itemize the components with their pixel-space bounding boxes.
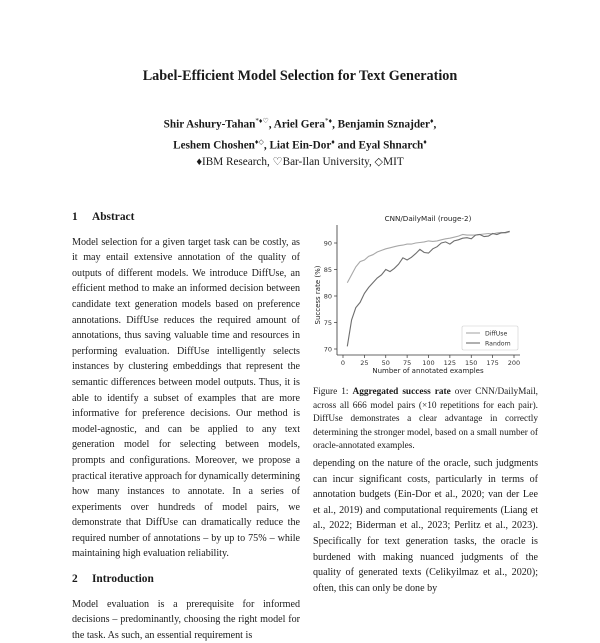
affiliations: ♦IBM Research, ♡Bar-Ilan University, ◇MIT	[196, 156, 404, 169]
x-tick-label: 50	[381, 359, 390, 367]
section-number: 1	[72, 211, 78, 223]
author-name: Ariel Gera	[273, 118, 325, 131]
legend-label: DiffUse	[485, 330, 508, 338]
author-marks: ♦	[331, 137, 335, 146]
y-axis-label: Success rate (%)	[314, 265, 322, 325]
author-name: Benjamin Sznajder	[337, 118, 430, 131]
abstract-text: Model selection for a given target task can be costly, as it may entail extensive annotation of the quality of outputs of different models. We introduce DiffUse, an efficient method to make an informed decision between candidate text generation models based on preference annotations. DiffUse reduces the required amount of annotations, thus saving valuable time and resources in performing evaluation. DiffUse intelligently selects instances by clustering embeddings that represent the semantic differences between model outputs. Thus, it is able to identify a subset of examples that are more informative for preference decisions. Our method is model-agnostic, and can be applied to any text generation model for selecting between models, prompts and configurations. Moreover, we propose a practical iterative approach for dynamically determining how many instances to annotate. In a series of experiments over hundreds of model pairs, we demonstrate that DiffUse can dramatically reduce the required number of annotations – by up to 75% – while maintaining high evaluation reliability.	[72, 236, 300, 560]
x-tick-label: 125	[443, 359, 457, 367]
author-marks: ♦	[423, 137, 427, 146]
left-column	[72, 210, 300, 643]
figure-caption	[313, 386, 538, 454]
series-line-diffuse	[347, 232, 509, 283]
introduction-heading	[72, 572, 300, 588]
author-marks: *♦♡	[255, 117, 269, 125]
chart-legend	[462, 326, 518, 350]
figure-label: Figure 1:	[313, 387, 349, 397]
introduction-text: Model evaluation is a prerequisite for informed decisions – predominantly, choosing the right model for the task. As such, an essential requirement is	[72, 598, 300, 641]
y-tick-label: 70	[323, 345, 332, 354]
author-marks: ♦	[429, 117, 434, 125]
figure-1-chart	[300, 210, 540, 382]
chart-title: CNN/DailyMail (rouge-2)	[384, 214, 472, 223]
author-name: Leshem Choshen	[173, 139, 255, 152]
x-tick-label: 100	[422, 359, 435, 367]
author-line-2: Leshem Choshen♦◇, Liat Ein-Dor♦ and Eyal Shnarch♦	[173, 137, 427, 152]
x-tick-label: 175	[486, 359, 499, 367]
author-name: Shir Ashury-Tahan	[163, 118, 256, 131]
x-tick-label: 0	[340, 359, 346, 367]
figure-caption-bold: Aggregated success rate	[352, 387, 451, 397]
section-title: Introduction	[92, 573, 154, 586]
abstract-heading	[72, 210, 300, 226]
x-tick-label: 150	[465, 359, 478, 367]
x-tick-label: 75	[402, 359, 412, 367]
y-tick-label: 90	[323, 239, 332, 248]
right-column	[313, 456, 538, 596]
x-axis-label: Number of annotated examples	[372, 367, 484, 375]
y-tick-label: 80	[323, 292, 332, 301]
figure-caption-text: over CNN/DailyMail, across all 666 model pairs (×10 repetitions for each pair). DiffUse demonstrates a clear advantage in correctly determining the stronger model, based on a small number of oracle-annotated examples.	[313, 387, 539, 452]
y-tick-label: 85	[323, 265, 332, 274]
section-title: Abstract	[92, 211, 135, 223]
x-tick-label: 25	[360, 359, 369, 367]
section-number: 2	[72, 573, 78, 586]
author-name: Eyal Shnarch	[358, 139, 424, 152]
x-tick-label: 200	[507, 359, 521, 367]
author-marks: *♦	[325, 117, 333, 125]
right-column-text: depending on the nature of the oracle, such judgments can incur significant costs, particularly in terms of annotation budgets (Ein-Dor et al., 2020; van der Lee et al., 2019) and computational requirements (Liang et al., 2022; Biderman et al., 2023; Perlitz et al., 2023). Specifically for text generation tasks, the oracle is burdened with making nuanced judgments of the quality of generated texts (Celikyilmaz et al., 2020); often, this can only be done by	[313, 458, 538, 594]
author-name: Liat Ein-Dor	[269, 139, 332, 152]
author-line-1: Shir Ashury-Tahan*♦♡, Ariel Gera*♦, Benjamin Sznajder♦,	[163, 117, 437, 131]
y-tick-label: 75	[323, 318, 332, 327]
paper-title: Label-Efficient Model Selection for Text Generation	[142, 68, 458, 84]
author-block	[0, 113, 600, 171]
author-marks: ♦◇	[254, 137, 264, 146]
legend-label: Random	[485, 340, 511, 348]
